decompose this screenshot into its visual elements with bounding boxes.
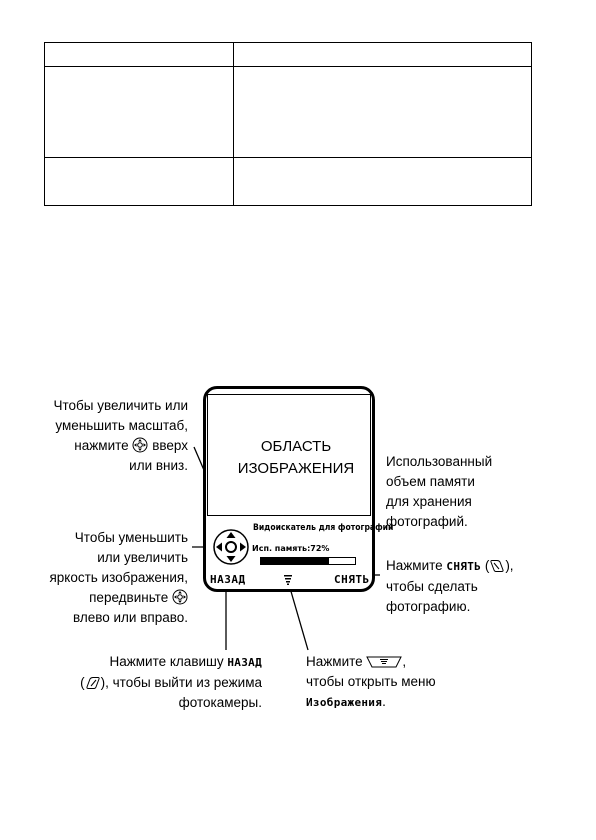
callout-back: [80, 652, 262, 713]
callout-brightness: [49, 528, 188, 628]
callout-brightness-line2: или увеличить: [97, 550, 188, 565]
left-soft-key-icon: [85, 676, 101, 690]
memory-bar: [260, 557, 356, 565]
callout-menu-line1-a: Нажмите: [306, 654, 363, 669]
nav-key-icon: [172, 589, 188, 605]
soft-key-capture[interactable]: СНЯТЬ: [334, 573, 370, 586]
callout-zoom-line2: уменьшить масштаб,: [55, 418, 188, 433]
callout-capture-key: СНЯТЬ: [446, 560, 482, 573]
callout-capture-line1-b: (: [484, 558, 490, 573]
callout-zoom-line3-b: вверх: [152, 438, 188, 453]
callout-menu: [306, 652, 436, 713]
callout-back-line1-a: Нажмите клавишу: [109, 654, 224, 669]
right-soft-key-icon: [489, 559, 505, 573]
menu-key-icon[interactable]: [283, 574, 293, 585]
callout-back-line2: [80, 673, 262, 693]
callout-back-line3: фотокамеры.: [178, 695, 262, 710]
viewfinder-label-line2: ИЗОБРАЖЕНИЯ: [237, 460, 355, 477]
callout-menu-line1: [306, 652, 436, 672]
callout-brightness-line4-a: передвиньте: [89, 590, 169, 605]
callout-zoom-line3-a: нажмите: [74, 438, 129, 453]
memory-label: Исп. память:72%: [252, 544, 330, 553]
callout-zoom-line4: или вниз.: [129, 458, 188, 473]
memory-bar-fill: [261, 558, 329, 564]
viewfinder-label-line1: ОБЛАСТЬ: [260, 438, 332, 455]
nav-key-icon: [132, 437, 148, 453]
soft-key-back[interactable]: НАЗАД: [210, 573, 246, 586]
callout-memory-line4: фотографий.: [386, 514, 468, 529]
nav-key-icon[interactable]: [212, 528, 250, 566]
callout-brightness-line1: Чтобы уменьшить: [74, 530, 188, 545]
callout-memory-line1: Использованный: [386, 454, 493, 469]
callout-menu-line3: [306, 692, 436, 713]
callout-back-line2-b: ), чтобы выйти из режима: [100, 675, 262, 690]
callout-zoom-line3: [54, 436, 188, 456]
callout-capture: [386, 556, 514, 617]
callout-brightness-line3: яркость изображения,: [49, 570, 188, 585]
menu-key-icon: [366, 655, 402, 669]
callout-capture-line2: чтобы сделать: [386, 579, 478, 594]
callout-brightness-line4: [49, 588, 188, 608]
callout-menu-line3-b: .: [382, 694, 386, 709]
callout-memory-line3: для хранения: [386, 494, 472, 509]
callout-memory-line2: объем памяти: [386, 474, 475, 489]
callout-memory: [386, 452, 492, 532]
callout-back-key: НАЗАД: [227, 656, 262, 669]
callout-menu-line1-b: ,: [402, 654, 407, 669]
callout-back-line2-a: (: [80, 675, 85, 690]
callout-capture-line1-c: ),: [505, 558, 514, 573]
callout-capture-line3: фотографию.: [386, 599, 471, 614]
callout-menu-line2: чтобы открыть меню: [306, 674, 436, 689]
callout-brightness-line5: влево или вправо.: [72, 610, 188, 625]
callout-back-line1: [80, 652, 262, 673]
callout-menu-key: Изображения: [306, 696, 383, 709]
screen-title: Видоискатель для фотографий: [253, 523, 394, 533]
callout-zoom: [54, 396, 188, 476]
callout-capture-line1: [386, 556, 514, 577]
viewfinder-label: [236, 436, 356, 480]
callout-capture-line1-a: Нажмите: [386, 558, 443, 573]
callout-zoom-line1: Чтобы увеличить или: [53, 398, 188, 413]
